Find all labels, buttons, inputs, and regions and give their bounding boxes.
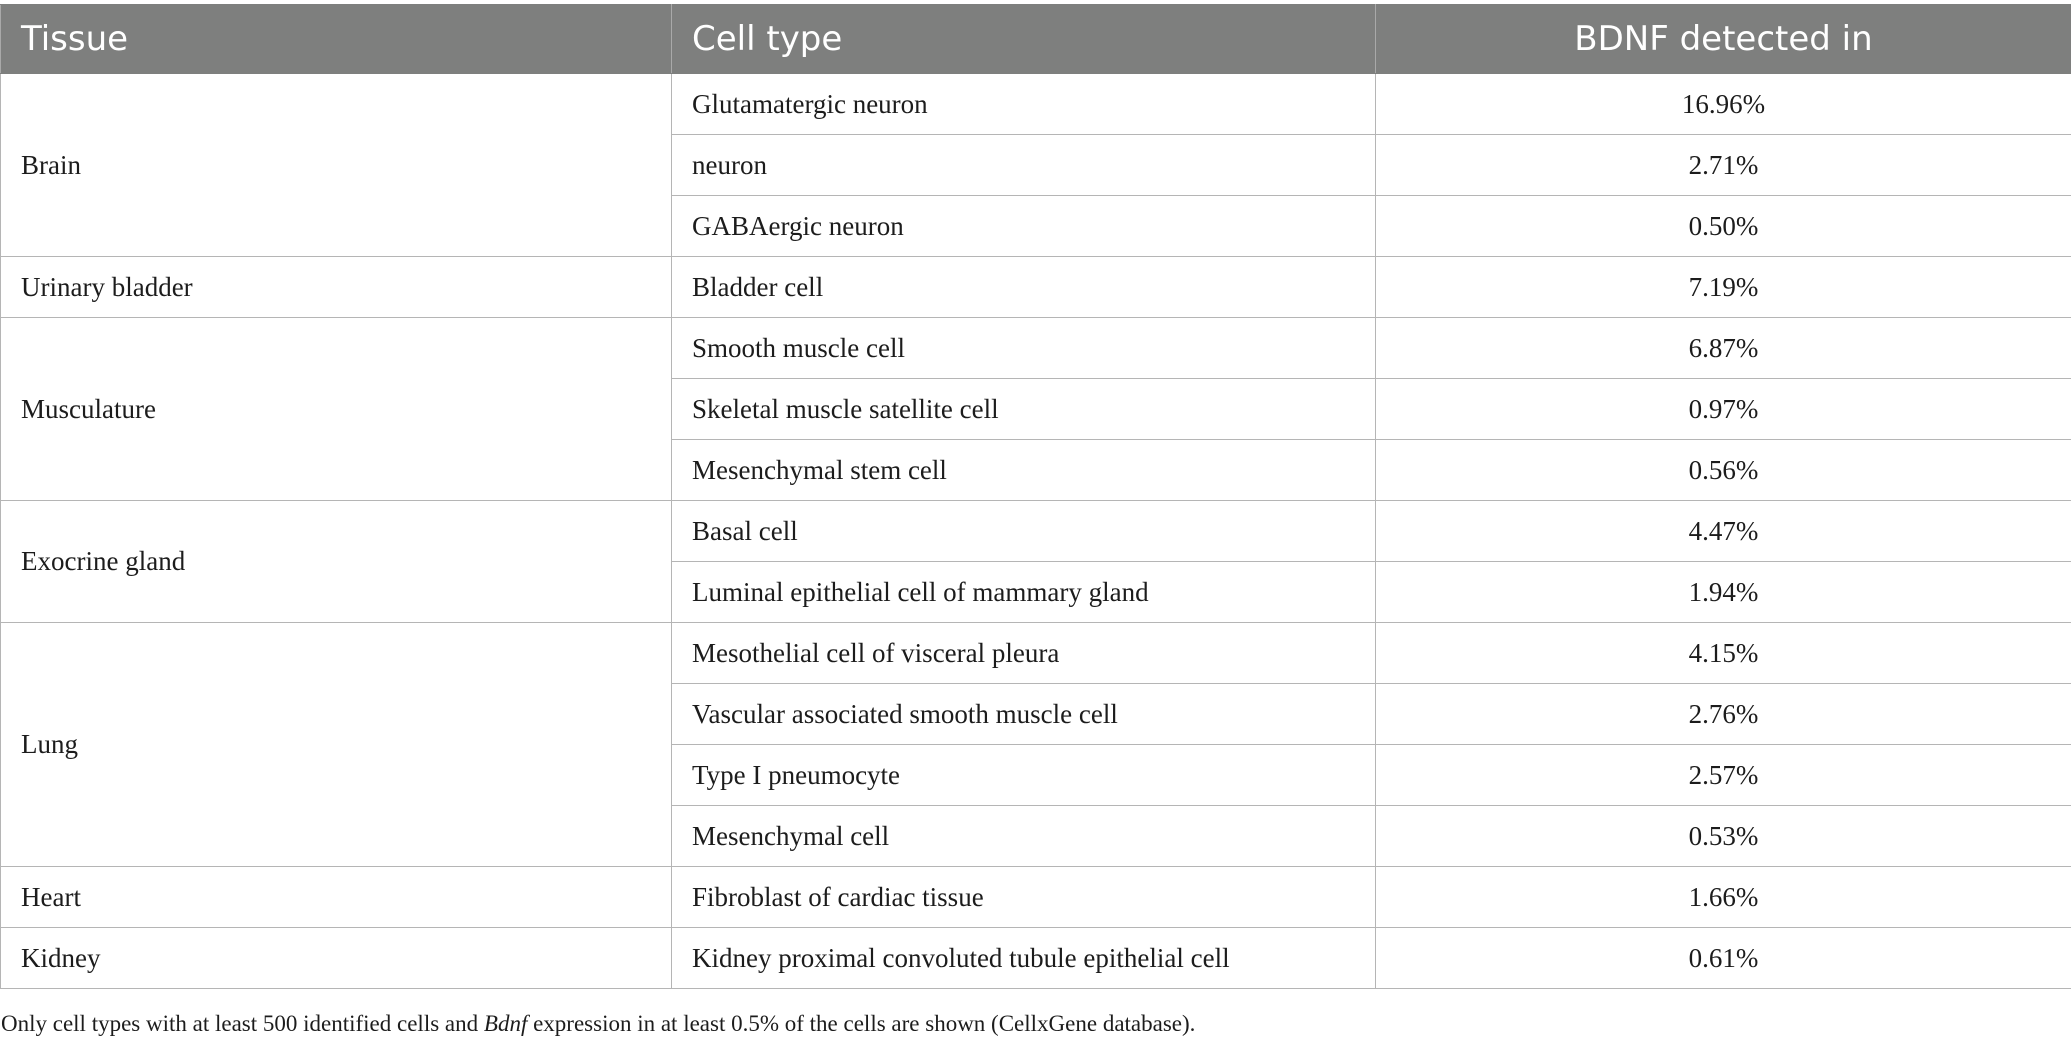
table-row [1, 74, 2071, 135]
footnote-gene-name: Bdnf [483, 1011, 528, 1036]
table-row [1, 928, 2071, 989]
cell-type-cell: Bladder cell [672, 257, 1376, 318]
header-bdnf-detected: BDNF detected in [1376, 5, 2071, 74]
tissue-cell: Brain [1, 74, 672, 257]
cell-type-cell: GABAergic neuron [672, 196, 1376, 257]
header-tissue: Tissue [1, 5, 672, 74]
bdnf-percentage-cell: 0.61% [1376, 928, 2071, 989]
cell-type-cell: Type I pneumocyte [672, 745, 1376, 806]
cell-type-cell: Basal cell [672, 501, 1376, 562]
cell-type-cell: Mesothelial cell of visceral pleura [672, 623, 1376, 684]
table-row [1, 318, 2071, 379]
bdnf-percentage-cell: 16.96% [1376, 74, 2071, 135]
bdnf-percentage-cell: 0.50% [1376, 196, 2071, 257]
bdnf-percentage-cell: 1.94% [1376, 562, 2071, 623]
bdnf-percentage-cell: 2.71% [1376, 135, 2071, 196]
table-header [1, 5, 2071, 74]
bdnf-percentage-cell: 6.87% [1376, 318, 2071, 379]
table-row [1, 867, 2071, 928]
table-row [1, 257, 2071, 318]
tissue-cell: Lung [1, 623, 672, 867]
bdnf-percentage-cell: 2.76% [1376, 684, 2071, 745]
bdnf-percentage-cell: 7.19% [1376, 257, 2071, 318]
cell-type-cell: Luminal epithelial cell of mammary gland [672, 562, 1376, 623]
cell-type-cell: Fibroblast of cardiac tissue [672, 867, 1376, 928]
cell-type-cell: Mesenchymal stem cell [672, 440, 1376, 501]
tissue-cell: Kidney [1, 928, 672, 989]
tissue-cell: Exocrine gland [1, 501, 672, 623]
bdnf-percentage-cell: 0.97% [1376, 379, 2071, 440]
cell-type-cell: Mesenchymal cell [672, 806, 1376, 867]
bdnf-percentage-cell: 0.53% [1376, 806, 2071, 867]
cell-type-cell: Smooth muscle cell [672, 318, 1376, 379]
table-row [1, 623, 2071, 684]
bdnf-expression-table [0, 4, 2071, 989]
footnote-text-before: Only cell types with at least 500 identified cells and [1, 1011, 484, 1036]
table-row [1, 501, 2071, 562]
bdnf-percentage-cell: 4.47% [1376, 501, 2071, 562]
cell-type-cell: Glutamatergic neuron [672, 74, 1376, 135]
footnote-text-after: expression in at least 0.5% of the cells are shown (CellxGene database). [527, 1011, 1196, 1036]
header-row [1, 5, 2071, 74]
bdnf-percentage-cell: 1.66% [1376, 867, 2071, 928]
bdnf-percentage-cell: 0.56% [1376, 440, 2071, 501]
bdnf-percentage-cell: 2.57% [1376, 745, 2071, 806]
tissue-cell: Musculature [1, 318, 672, 501]
bdnf-percentage-cell: 4.15% [1376, 623, 2071, 684]
tissue-cell: Heart [1, 867, 672, 928]
cell-type-cell: neuron [672, 135, 1376, 196]
cell-type-cell: Kidney proximal convoluted tubule epithelial cell [672, 928, 1376, 989]
data-table-container [0, 4, 2071, 989]
header-cell-type: Cell type [672, 5, 1376, 74]
tissue-cell: Urinary bladder [1, 257, 672, 318]
cell-type-cell: Skeletal muscle satellite cell [672, 379, 1376, 440]
cell-type-cell: Vascular associated smooth muscle cell [672, 684, 1376, 745]
table-footnote [1, 1011, 1195, 1037]
table-body [1, 74, 2071, 989]
